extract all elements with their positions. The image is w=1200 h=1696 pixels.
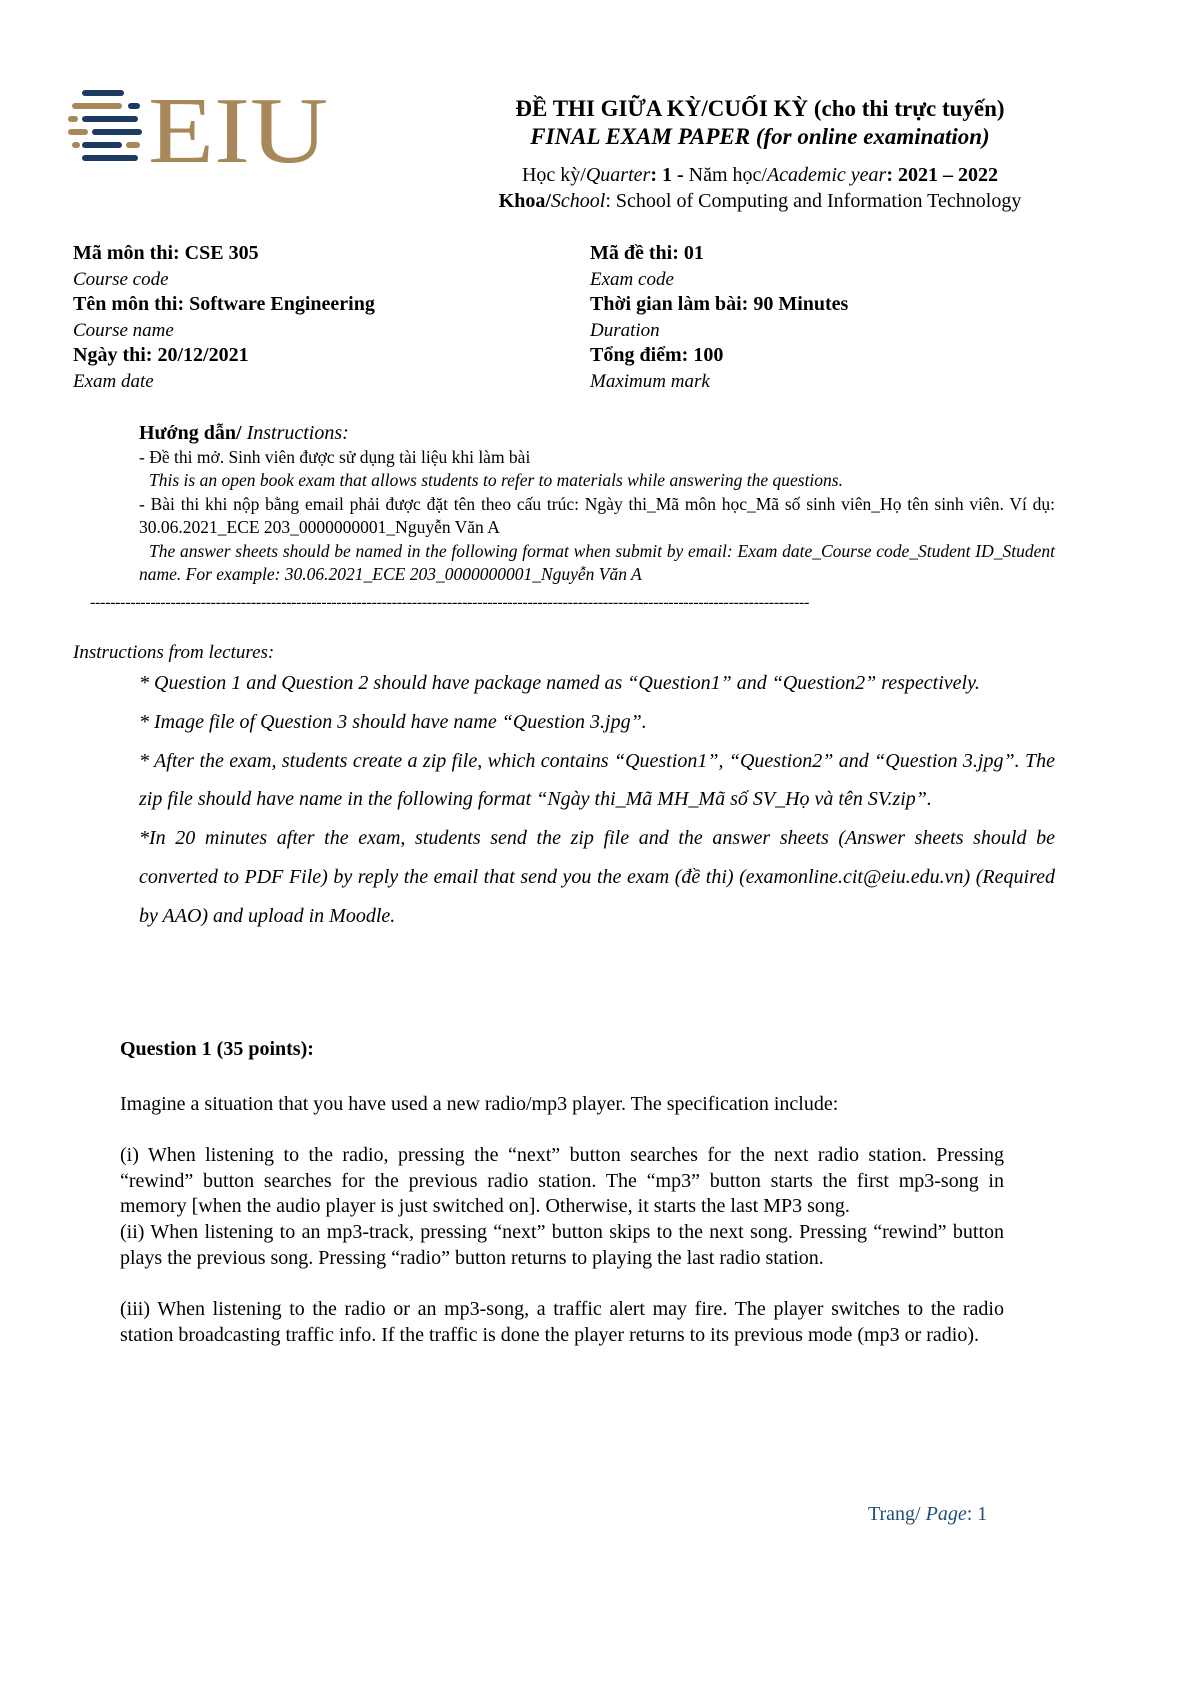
duration: Thời gian làm bài: 90 Minutes bbox=[590, 293, 849, 316]
divider: ----------------------------------------------------------------------------------------------------------------------------------------------- bbox=[90, 594, 810, 611]
exam-date: Ngày thi: 20/12/2021 bbox=[73, 344, 249, 367]
instructions bbox=[139, 422, 1055, 587]
lecturer-instructions-title: Instructions from lectures: bbox=[73, 642, 275, 663]
exam-title-en: FINAL EXAM PAPER (for online examination) bbox=[530, 124, 990, 149]
lecturer-instruction: *In 20 minutes after the exam, students send the zip file and the answer sheets (Answer sheets should be converted to PDF File) by reply the email that send you the exam (đề thi) (examonline.cit@eiu.edu.vn) (Required by AAO) and upload in Moodle. bbox=[139, 827, 1055, 927]
course-name: Tên môn thi: Software Engineering bbox=[73, 293, 375, 316]
course-code: Mã môn thi: CSE 305 bbox=[73, 242, 259, 264]
duration-label: Duration bbox=[590, 319, 660, 341]
lecturer-instructions bbox=[139, 664, 1055, 936]
maximum-mark-label: Maximum mark bbox=[590, 370, 710, 392]
lecturer-instruction: * Question 1 and Question 2 should have package named as “Question1” and “Question2” respectively. bbox=[139, 672, 980, 694]
exam-info bbox=[590, 241, 848, 395]
course-info bbox=[73, 241, 375, 395]
course-code-label: Course code bbox=[73, 268, 169, 290]
question-1-spec-i: (i) When listening to the radio, pressing the “next” button searches for the next radio station. Pressing “rewind” button searches for the previous radio station. The “mp3” button starts the first mp3-song in memory [when the audio player is just switched on]. Otherwise, it starts the last MP3 song. bbox=[120, 1143, 1004, 1218]
question-1-intro: Imagine a situation that you have used a new radio/mp3 player. The specification include: bbox=[120, 1093, 839, 1115]
instruction-open-book-en: This is an open book exam that allows students to refer to materials while answering the questions. bbox=[149, 470, 843, 490]
exam-title-vi: ĐỀ THI GIỮA KỲ/CUỐI KỲ (cho thi trực tuyến) bbox=[515, 96, 1005, 121]
instruction-naming-en: The answer sheets should be named in the following format when submit by email: Exam date_Course code_Student ID_Student name. For example: 30.06.2021_ECE 203_0000000001_Nguyễn Văn A bbox=[139, 540, 1055, 584]
school: Khoa/School: School of Computing and Information Technology bbox=[498, 190, 1022, 212]
page-number: Trang/ Page: 1 bbox=[868, 1503, 988, 1525]
eiu-logo bbox=[68, 88, 330, 166]
instruction-open-book-vi: - Đề thi mở. Sinh viên được sử dụng tài liệu khi làm bài bbox=[139, 446, 531, 467]
svg-text:EIU: EIU bbox=[148, 88, 328, 166]
exam-code-label: Exam code bbox=[590, 268, 674, 290]
maximum-mark: Tổng điểm: 100 bbox=[590, 344, 724, 367]
exam-date-label: Exam date bbox=[73, 370, 154, 392]
instruction-naming-vi: - Bài thi khi nộp bằng email phải được đặt tên theo cấu trúc: Ngày thi_Mã môn học_Mã số sinh viên_Họ tên sinh viên. Ví dụ: 30.06.2021_ECE 203_0000000001_Nguyễn Văn A bbox=[139, 493, 1055, 537]
question-1-body bbox=[120, 1092, 1004, 1373]
instructions-title: Hướng dẫn/ Instructions: bbox=[139, 422, 349, 444]
lecturer-instruction: * Image file of Question 3 should have name “Question 3.jpg”. bbox=[139, 710, 647, 733]
course-name-label: Course name bbox=[73, 319, 174, 341]
question-1-title: Question 1 (35 points): bbox=[120, 1038, 314, 1060]
lecturer-instruction: * After the exam, students create a zip file, which contains “Question1”, “Question2” and “Question 3.jpg”. The zip file should have name in the following format “Ngày thi_Mã MH_Mã số SV_Họ và tên SV.zip”. bbox=[139, 749, 1055, 811]
quarter-year: Học kỳ/Quarter: 1 - Năm học/Academic year: 2021 – 2022 bbox=[521, 164, 999, 186]
question-1-spec-iii: (iii) When listening to the radio or an mp3-song, a traffic alert may fire. The player switches to the radio station broadcasting traffic info. If the traffic is done the player returns to its previous mode (mp3 or radio). bbox=[120, 1297, 1004, 1346]
exam-code: Mã đề thi: 01 bbox=[590, 242, 704, 264]
question-1-spec-ii: (ii) When listening to an mp3-track, pressing “next” button skips to the next song. Pressing “rewind” button plays the previous song. Pressing “radio” button returns to playing the last radio station. bbox=[120, 1221, 1004, 1269]
